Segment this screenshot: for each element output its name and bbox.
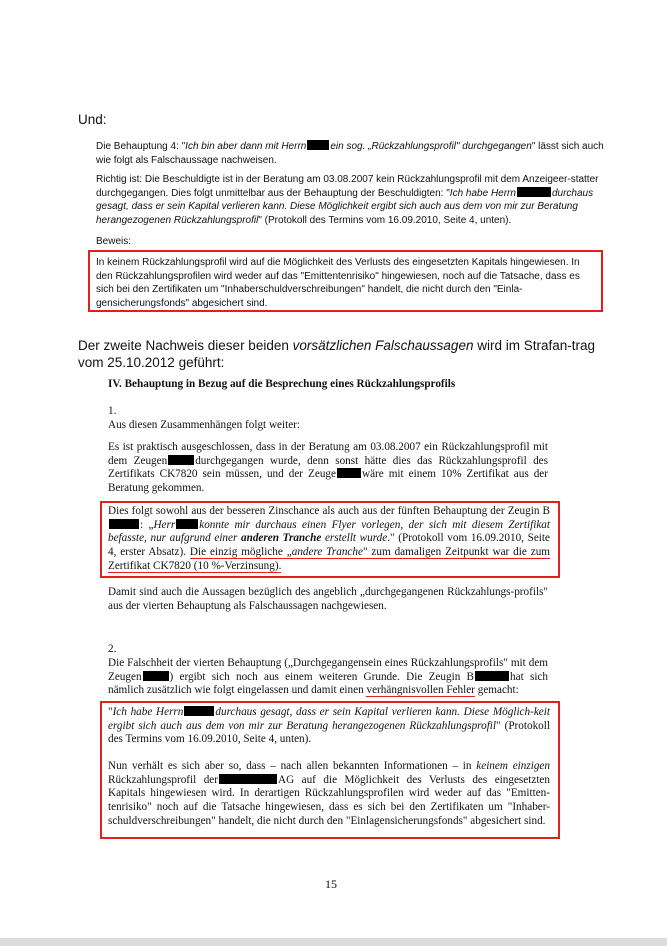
redaction-bar [176, 519, 198, 529]
redaction-bar [475, 671, 509, 681]
paragraph-richtig-ist: Richtig ist: Die Beschuldigte ist in der Beratung am 03.08.2007 kein Rückzahlungsprofil mit dem Anzeigeer-statter durchgegangen. Dies folgt unmittelbar aus der Behauptung der Beschuldigten: "Ich habe Herrn durchaus gesagt, dass er sein Kapital verlieren kann. Diese Möglichkeit ergibt sich auch aus dem von mir zur Beratung herangezogenen Rückzahlungsprofil" (Protokoll des Termins vom 16.09.2010, Seite 4, unten). [96, 174, 599, 226]
redaction-bar [143, 671, 169, 681]
redaction-bar [517, 187, 551, 197]
paragraph-falschheit: Die Falschheit der vierten Behauptung („Durchgegangensein eines Rückzahlungsprofils" mit dem Zeugen ) ergibt sich noch aus einem weiteren Grunde. Die Zeugin B hat sich nämlich zusätzlich wie folgt eingelassen und damit einen verhängnisvollen Fehler gemacht: [108, 657, 548, 697]
page-number: 15 [325, 877, 337, 891]
paragraph-behauptung-4: Die Behauptung 4: "Ich bin aber dann mit Herrn ein sog. „Rückzahlungsprofil" durchgegangen" lässt sich auch wie folgt als Falschaussage nachweisen. [96, 141, 604, 166]
redaction-bar [307, 140, 329, 150]
redaction-bar [337, 468, 361, 478]
paragraph-ausgeschlossen: Es ist praktisch ausgeschlossen, dass in der Beratung am 03.08.2007 ein Rückzahlungsprofil mit dem Zeugen durchgegangen wurde, denn sonst hätte dies das Rückzahlungsprofil des Zertifikats CK7820 sein müssen, und der Zeuge wäre mit einem 10% Zertifikat aus der Beratung gekommen. [108, 441, 548, 495]
redaction-bar [109, 519, 139, 529]
bottom-border [0, 938, 667, 946]
beweis-label: Beweis: [96, 236, 132, 247]
heading-zweiter-nachweis: Der zweite Nachweis dieser beiden vorsätzlichen Falschaussagen wird im Strafan-trag vom 25.10.2012 geführt: [78, 338, 596, 370]
redaction-bar [168, 455, 194, 465]
section-title-iv: IV. Behauptung in Bezug auf die Besprechung eines Rückzahlungsprofils [108, 378, 456, 390]
paragraph-damit-sind: Damit sind auch die Aussagen bezüglich des angeblich „durchgegangenen Rückzahlungs-profils" aus der vierten Behauptung als Falschaussagen nachgewiesen. [108, 586, 548, 612]
quote-ich-habe-herrn: "Ich habe Herrn durchaus gesagt, dass er sein Kapital verlieren kann. Diese Möglich-keit ergibt sich auch aus dem von mir zur Beratung herangezogenen Rückzahlungsprofil" (Protokoll des Termins vom 16.09.2010, Seite 4, unten). [108, 706, 550, 746]
number-1: 1. [108, 405, 117, 417]
beweis-box-text: In keinem Rückzahlungsprofil wird auf die Möglichkeit des Verlusts des eingesetzten Kapitals hingewiesen. In den Rückzahlungsprofilen wird weder auf das "Emittentenrisiko" hingewiesen, noch auf die Tatsache, dass es sich bei den Zertifikaten um "Inhaberschuldverschreibungen" handelt, die nicht durch den "Einla-gensicherungsfonds" abgesichert sind. [96, 257, 580, 309]
redaction-bar [219, 774, 277, 784]
section-label-und: Und: [78, 112, 107, 127]
paragraph-zusammenhaengen: Aus diesen Zusammenhängen folgt weiter: [108, 419, 301, 431]
number-2: 2. [108, 643, 117, 655]
paragraph-nun-verhaelt: Nun verhält es sich aber so, dass – nach allen bekannten Informationen – in keinem einzigen Rückzahlungsprofil der AG auf die Möglichkeit des Verlusts des eingesetzten Kapitals hingewiesen wird. In derartigen Rückzahlungsprofilen wird weder auf das "Emitten-tenrisiko" noch auf die Tatsache hingewiesen, dass es sich bei den Zertifikaten um "Inhaber-schuldverschreibungen" handelt, die nicht durch den "Einlagensicherungsfonds" abgesichert sind. [108, 760, 550, 827]
redaction-bar [184, 706, 214, 716]
paragraph-zinschance: Dies folgt sowohl aus der besseren Zinschance als auch aus der fünften Behauptung der Zeugin B: „Herr konnte mir durchaus einen Flyer vorlegen, der sich mit diesem Zertifikat befasste, nur aufgrund einer anderen Tranche erstellt wurde." (Protokoll vom 16.09.2010, Seite 4, erster Absatz). Die einzig mögliche „andere Tranche" zum damaligen Zeitpunkt war die zum Zertifikat CK7820 (10 %-Verzinsung). [108, 505, 551, 572]
